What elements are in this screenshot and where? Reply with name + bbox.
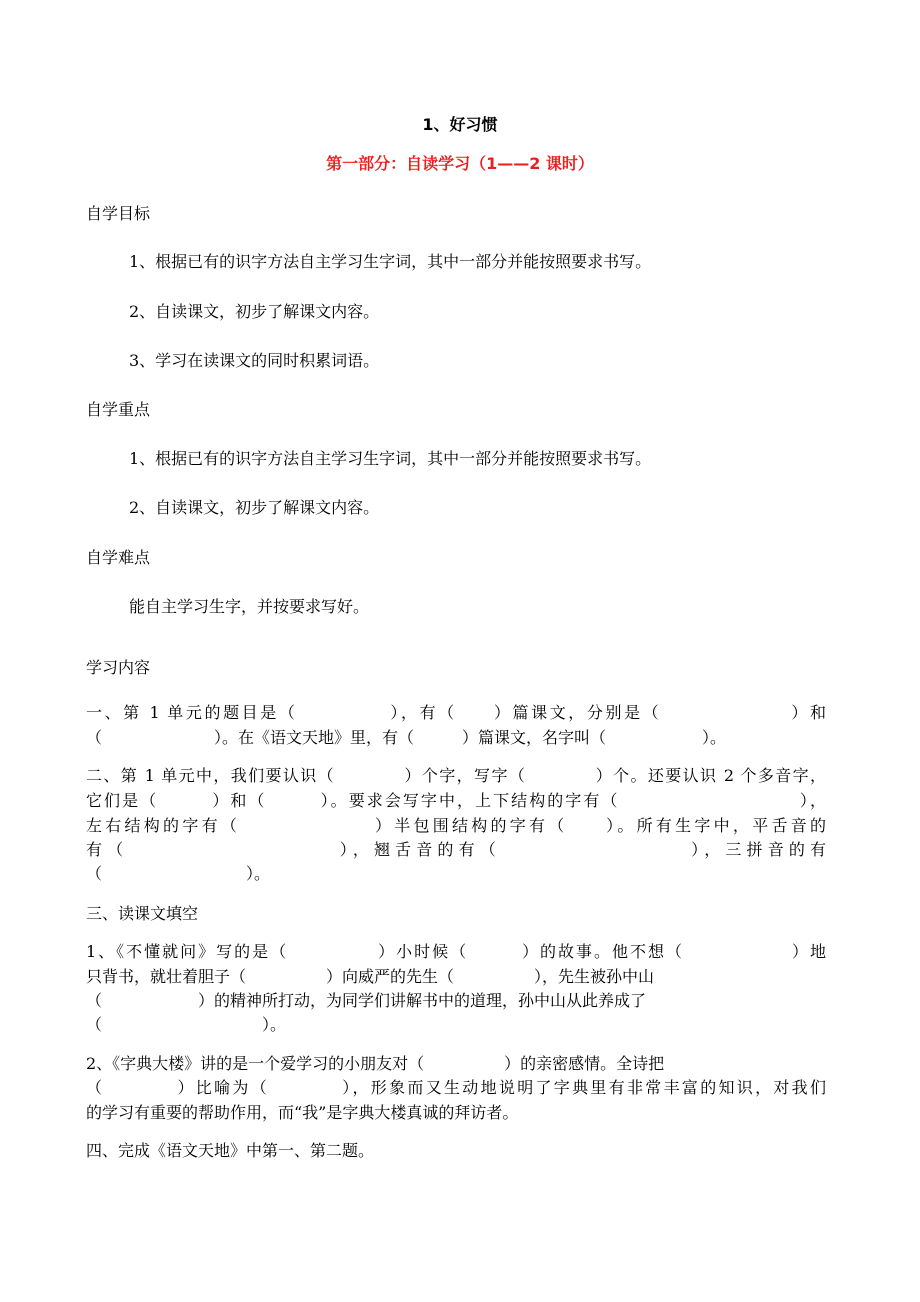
question-2-line: 它们是（ ）和（ ）。要求会写字中，上下结构的字有（ ）， — [86, 791, 826, 810]
goal-item: 2、自读课文，初步了解课文内容。 — [129, 302, 380, 321]
question-3-1-line: 1、《不懂就问》写的是（ ）小时候（ ）的故事。他不想（ ）地 — [86, 942, 826, 961]
goal-item: 1、根据已有的识字方法自主学习生字词，其中一部分并能按照要求书写。 — [129, 252, 652, 271]
difficulty-heading: 自学难点 — [86, 548, 151, 567]
question-3-2-line: （ ）比喻为（ ），形象而又生动地说明了字典里有非常丰富的知识，对我们 — [86, 1078, 826, 1097]
section-subtitle: 第一部分：自读学习（1——2 课时） — [326, 154, 594, 173]
question-3-heading: 三、读课文填空 — [86, 904, 199, 923]
question-4: 四、完成《语文天地》中第一、第二题。 — [86, 1141, 375, 1160]
question-3-1-line: （ ）。 — [86, 1015, 287, 1034]
goals-heading: 自学目标 — [86, 204, 151, 223]
question-2-line: （ ）。 — [86, 864, 271, 883]
difficulty-text: 能自主学习生字，并按要求写好。 — [129, 597, 370, 616]
question-2-line: 有（ ），翘舌音的有（ ），三拼音的有 — [86, 840, 826, 859]
question-1-line: （ ）。在《语文天地》里，有（ ）篇课文，名字叫（ ）。 — [86, 728, 727, 747]
question-3-2-line: 的学习有重要的帮助作用，而“我”是字典大楼真诚的拜访者。 — [86, 1103, 519, 1122]
question-3-1-line: 只背书，就壮着胆子（ ）向威严的先生（ ），先生被孙中山 — [86, 967, 655, 986]
keypoints-heading: 自学重点 — [86, 400, 151, 419]
keypoint-item: 2、自读课文，初步了解课文内容。 — [129, 498, 380, 517]
page-title: 1、好习惯 — [422, 115, 498, 134]
goal-item: 3、学习在读课文的同时积累词语。 — [129, 351, 380, 370]
question-2-line: 左右结构的字有（ ）半包围结构的字有（ ）。所有生字中，平舌音的 — [86, 816, 826, 835]
keypoint-item: 1、根据已有的识字方法自主学习生字词，其中一部分并能按照要求书写。 — [129, 449, 652, 468]
question-2-line: 二、第 1 单元中，我们要认识（ ）个字，写字（ ）个。还要认识 2 个多音字， — [86, 766, 826, 785]
content-heading: 学习内容 — [86, 658, 151, 677]
question-3-1-line: （ ）的精神所打动，为同学们讲解书中的道理，孙中山从此养成了 — [86, 991, 647, 1010]
question-3-2-line: 2、《字典大楼》讲的是一个爱学习的小朋友对（ ）的亲密感情。全诗把 — [86, 1054, 665, 1073]
question-1-line: 一、第 1 单元的题目是（ ），有（ ）篇课文，分别是（ ）和 — [86, 703, 826, 722]
